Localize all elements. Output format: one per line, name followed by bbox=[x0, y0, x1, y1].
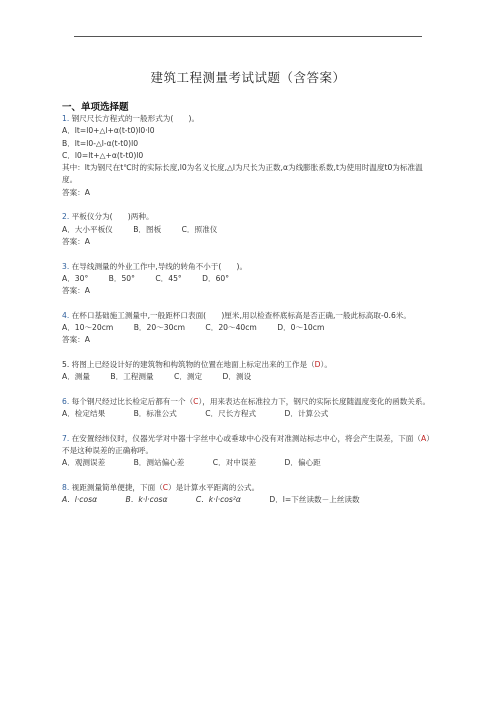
question-stem bbox=[62, 433, 434, 458]
question-number: 5. bbox=[62, 359, 70, 369]
question-8 bbox=[62, 482, 434, 507]
question-7 bbox=[62, 433, 434, 470]
option-a: A．检定结果 bbox=[62, 409, 106, 419]
option-c: C．照准仪 bbox=[181, 224, 218, 234]
options-row bbox=[62, 408, 434, 420]
question-number: 4. bbox=[62, 310, 70, 320]
answer-line: 答案：A bbox=[62, 286, 90, 296]
option-c: C．k·l·cos²α bbox=[195, 495, 241, 505]
question-text-before: 将图上已经设计好的建筑物和构筑物的位置在地面上标定出来的工作是（ bbox=[71, 359, 315, 369]
option-d: D．计算公式 bbox=[284, 409, 329, 419]
option-b: B．测站偏心差 bbox=[133, 458, 185, 468]
filled-answer: D bbox=[314, 359, 321, 369]
option-c: C．45° bbox=[155, 273, 182, 283]
option-c: C．20～40cm bbox=[205, 323, 257, 333]
options-row bbox=[62, 494, 434, 506]
option-a: A．l·cosα bbox=[62, 495, 98, 505]
question-stem bbox=[62, 359, 434, 371]
option-d: D．测设 bbox=[222, 372, 252, 382]
question-list bbox=[62, 113, 434, 507]
option-a: A．10～20cm bbox=[62, 323, 114, 333]
question-text-before: 在安置经纬仪时，仪器光学对中器十字丝中心或垂球中心没有对准测站标志中心，将会产生误差，下面（ bbox=[71, 433, 421, 443]
question-text-after: ）。 bbox=[320, 359, 332, 369]
question-3 bbox=[62, 261, 434, 298]
question-number: 6. bbox=[62, 396, 70, 406]
question-stem bbox=[62, 113, 434, 125]
question-note: 其中：lt为钢尺在t℃时的实际长度,l0为名义长度,△l为尺长为正数,α为线膨胀系数,t为使用时温度t0为标准温度。 bbox=[62, 163, 423, 185]
question-text: 在导线测量的外业工作中,导线的转角不小于( )。 bbox=[71, 261, 248, 271]
question-text: 平板仪分为( )两种。 bbox=[71, 212, 154, 222]
question-number: 8. bbox=[62, 482, 70, 492]
option-b: B．50° bbox=[108, 273, 135, 283]
answer-line: 答案：A bbox=[62, 335, 90, 345]
option-b: B．工程测量 bbox=[110, 372, 154, 382]
question-number: 1. bbox=[62, 114, 70, 123]
options-row bbox=[62, 273, 434, 285]
question-text-after: ）不是这种误差的正确称呼。 bbox=[62, 433, 434, 456]
question-1 bbox=[62, 113, 434, 199]
question-5 bbox=[62, 359, 434, 384]
question-stem bbox=[62, 482, 434, 494]
options-row bbox=[62, 322, 434, 334]
question-4 bbox=[62, 310, 434, 347]
header-rule bbox=[74, 36, 422, 37]
option-b: B．图板 bbox=[133, 224, 162, 234]
section-title: 一、单项选择题 bbox=[62, 102, 129, 113]
filled-answer: C bbox=[193, 396, 199, 406]
option-b: B．k·l·cosα bbox=[125, 495, 168, 505]
question-number: 2. bbox=[62, 212, 70, 222]
question-text-before: 每个钢尺经过比长检定后都有一个（ bbox=[71, 396, 194, 406]
question-6 bbox=[62, 396, 434, 421]
option-a: A．观测误差 bbox=[62, 458, 106, 468]
answer-line: 答案：A bbox=[62, 236, 90, 246]
option-d: D．l=下丝读数－上丝读数 bbox=[269, 495, 360, 505]
option-b: B．lt=l0-△l-α(t-t0)l0 bbox=[62, 138, 139, 148]
question-text: 钢尺尺长方程式的一般形式为( )。 bbox=[71, 114, 200, 123]
option-d: D．偏心距 bbox=[284, 458, 321, 468]
question-2 bbox=[62, 211, 434, 248]
answer-line: 答案：A bbox=[62, 187, 90, 197]
option-c: C．l0=lt+△+α(t-t0)l0 bbox=[62, 150, 144, 160]
question-text-after: ）是计算水平距离的公式。 bbox=[168, 482, 260, 492]
question-number: 3. bbox=[62, 261, 70, 271]
filled-answer: C bbox=[162, 482, 169, 492]
options-row bbox=[62, 224, 434, 236]
question-number: 7. bbox=[62, 433, 70, 443]
option-a: A．lt=l0+△l+α(t-t0)l0·l0 bbox=[62, 126, 155, 136]
options-row bbox=[62, 371, 434, 383]
option-c: C．测定 bbox=[174, 372, 203, 382]
question-text-after: ），用来表达在标准拉力下，钢尺的实际长度随温度变化的函数关系。 bbox=[198, 396, 431, 406]
question-stem bbox=[62, 396, 434, 408]
question-text-before: 视距测量简单便捷，下面（ bbox=[71, 482, 163, 492]
option-a: A．测量 bbox=[62, 372, 90, 382]
option-a: A．30° bbox=[62, 273, 89, 283]
question-stem bbox=[62, 261, 434, 273]
option-d: D．60° bbox=[202, 273, 230, 283]
question-stem bbox=[62, 310, 434, 322]
option-b: B．20～30cm bbox=[133, 323, 185, 333]
filled-answer: A bbox=[420, 433, 427, 443]
question-stem bbox=[62, 211, 434, 223]
option-a: A．大小平板仪 bbox=[62, 224, 113, 234]
document-title: 建筑工程测量考试试题（含答案） bbox=[150, 70, 346, 85]
option-d: D．0～10cm bbox=[277, 323, 325, 333]
option-c: C．尺长方程式 bbox=[205, 409, 257, 419]
option-c: C．对中误差 bbox=[212, 458, 257, 468]
question-text: 在杯口基础施工测量中,一般距杯口表面( )厘米,用以检查杯底标高是否正确,一般此标高取-0.6米。 bbox=[71, 310, 411, 320]
option-b: B．标准公式 bbox=[133, 409, 177, 419]
options-row bbox=[62, 457, 434, 469]
